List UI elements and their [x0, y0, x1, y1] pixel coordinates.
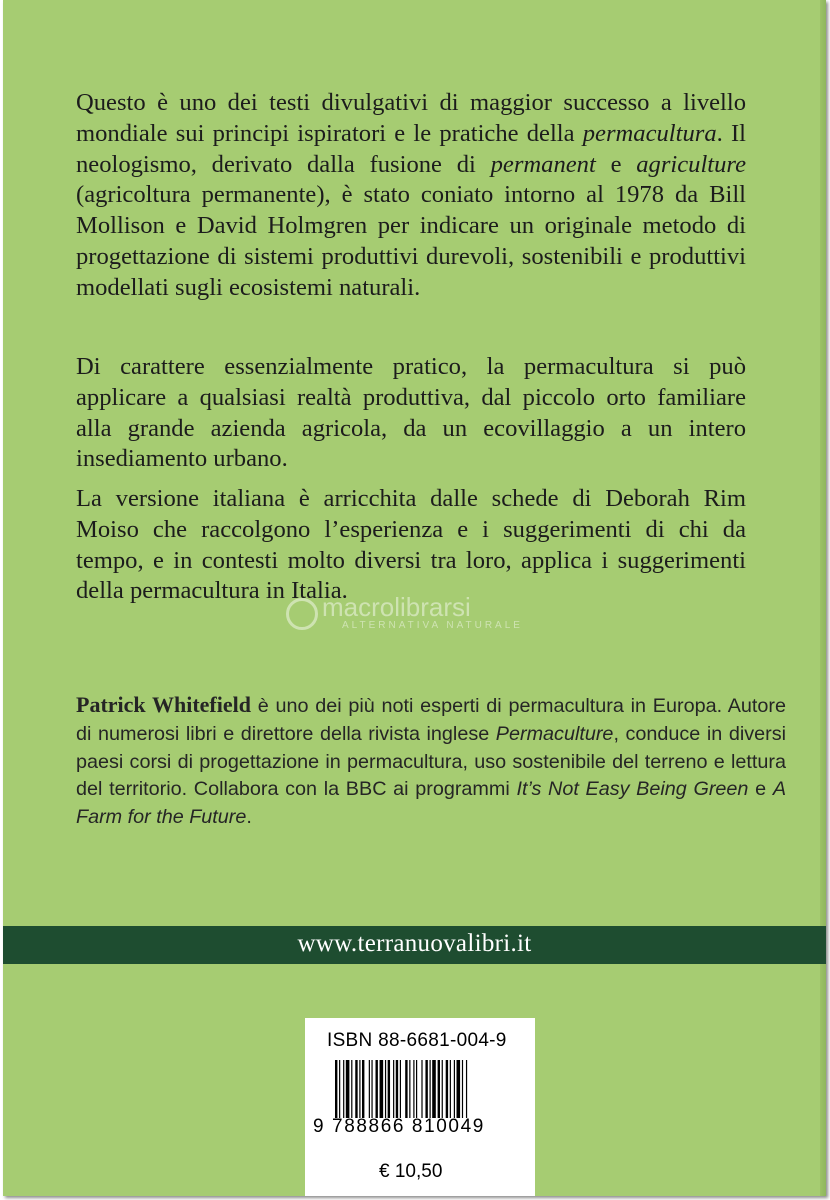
barcode-bar	[462, 1060, 463, 1118]
book-back-cover	[3, 0, 826, 1196]
barcode-bar	[388, 1060, 390, 1118]
barcode-bars	[335, 1060, 511, 1118]
description-text: Di carattere essenzialmente pratico, la permacultura si può applicare a qualsiasi realtà produttiva, dal piccolo orto familiare alla grande azienda agricola, da un ecovillaggio a un intero insediamento urbano.	[76, 353, 746, 473]
barcode-bar	[421, 1060, 422, 1118]
watermark-tagline: ALTERNATIVA NATURALE	[342, 620, 523, 631]
description-text: Questo è uno dei testi divulgativi di maggior successo a livello mondiale sui principi ispiratori e le pratiche della	[76, 89, 746, 147]
price-label: € 10,50	[379, 1161, 443, 1182]
barcode-bar	[351, 1060, 352, 1118]
description-text: La versione italiana è arricchita dalle schede di Deborah Rim Moiso che raccolgono l’esperienza e i suggerimenti di chi da tempo, e in contesti molto diversi tra loro, applica i suggerimenti della permacultura in Italia.	[76, 485, 746, 605]
description-paragraph-3	[76, 484, 746, 607]
barcode-bar	[405, 1060, 407, 1118]
italic-title: It’s Not Easy Being Green	[516, 778, 749, 801]
barcode-bar	[369, 1060, 370, 1118]
italic-term: permacultura	[582, 119, 717, 147]
description-paragraph-2	[76, 352, 746, 475]
author-name: Patrick Whitefield	[76, 692, 251, 717]
barcode-bar	[425, 1060, 427, 1118]
barcode-bar	[400, 1060, 401, 1118]
barcode-bar	[380, 1060, 384, 1118]
isbn-label: ISBN 88-6681-004-9	[327, 1030, 507, 1051]
italic-term: permanent	[490, 150, 596, 178]
author-bio	[76, 691, 786, 832]
website-url: www.terranuovalibri.it	[297, 930, 532, 957]
barcode-bar	[430, 1060, 431, 1118]
watermark	[286, 594, 576, 634]
barcode-bar	[385, 1060, 386, 1118]
description-text: . Il neologismo, derivato dalla fusione di	[76, 119, 746, 178]
barcode-bar	[409, 1060, 410, 1118]
barcode-bar	[393, 1060, 394, 1118]
barcode-bar	[413, 1060, 414, 1118]
description-paragraph-1	[76, 88, 746, 304]
barcode-bar	[371, 1060, 372, 1118]
bio-text: e	[748, 778, 773, 801]
barcode-bar	[376, 1060, 378, 1118]
barcode-bar	[359, 1060, 360, 1118]
description-text: (agricoltura permanente), è stato coniato intorno al 1978 da Bill Mollison e David Holmgren per indicare un originale metodo di progettazione di sistemi produttivi durevoli, sostenibili e produttivi modellati sugli ecosistemi naturali.	[76, 181, 746, 301]
barcode-bar	[466, 1060, 467, 1118]
bio-text: .	[246, 806, 252, 829]
bio-text: è uno dei più noti esperti di permacultura in Europa. Autore di numerosi libri e direttore della rivista inglese	[76, 695, 787, 745]
barcode-bar	[343, 1060, 344, 1118]
italic-term: agriculture	[636, 150, 746, 178]
ean-digits: 9 788866 810049	[313, 1116, 485, 1137]
barcode-bar	[454, 1060, 455, 1118]
barcode-bar	[432, 1060, 436, 1118]
barcode-bar	[450, 1060, 451, 1118]
cover-edge	[820, 0, 826, 1196]
barcode-bar	[457, 1060, 461, 1118]
barcode-bar	[396, 1060, 398, 1118]
barcode-bar	[339, 1060, 340, 1118]
barcode-bar	[346, 1060, 350, 1118]
barcode-bar	[446, 1060, 448, 1118]
watermark-logo-icon	[286, 598, 318, 630]
italic-title: Permaculture	[495, 722, 614, 745]
watermark-name: macrolibrarsi	[322, 592, 471, 622]
website-band	[3, 926, 826, 964]
barcode-bar	[335, 1060, 337, 1118]
barcode-box	[305, 1018, 535, 1196]
barcode-bar	[355, 1060, 357, 1118]
barcode-bar	[442, 1060, 443, 1118]
barcode-bar	[438, 1060, 440, 1118]
barcode-bar	[362, 1060, 364, 1118]
barcode-bar	[416, 1060, 417, 1118]
description-text: e	[595, 150, 637, 178]
bio-text: , conduce in diversi paesi corsi di progettazione in permacultura, uso sostenibile del terreno e lettura del territorio. Collabora con la BBC ai programmi	[76, 722, 786, 801]
italic-title: A Farm for the Future	[76, 778, 787, 829]
